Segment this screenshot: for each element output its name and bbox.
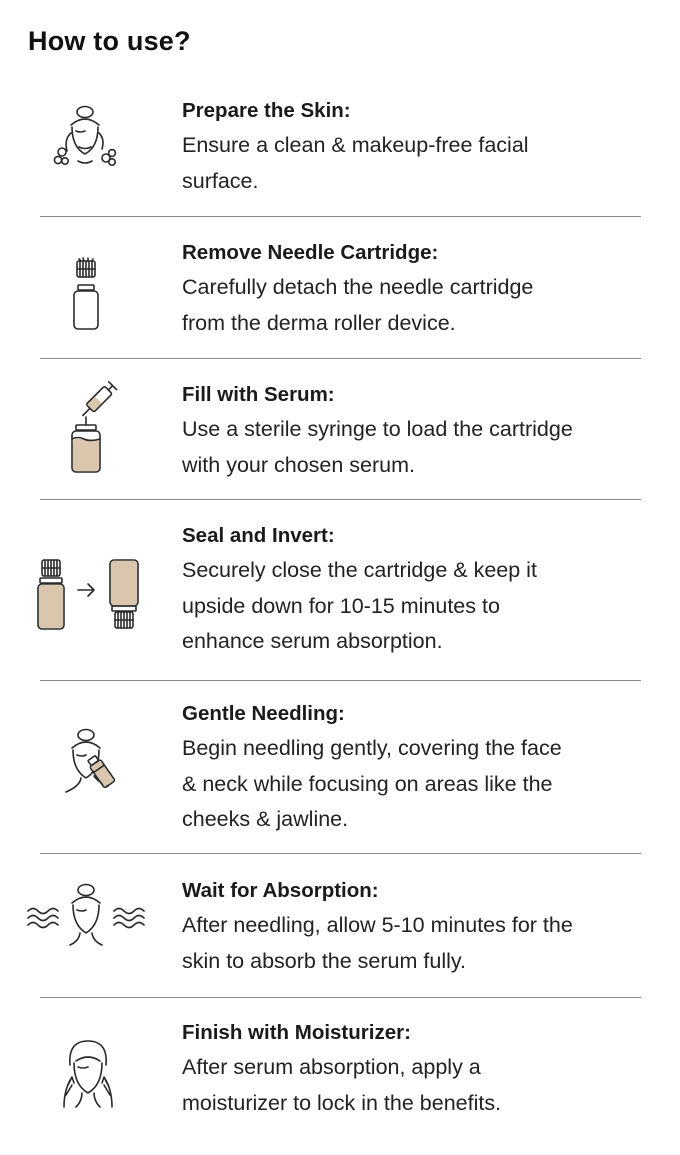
page-title: How to use? xyxy=(28,26,191,56)
step-desc-line: enhance serum absorption. xyxy=(182,629,443,653)
step-desc-line: Use a sterile syringe to load the cartridge xyxy=(182,417,573,441)
face-needling-pen-icon xyxy=(58,728,120,800)
step-desc-line: from the derma roller device. xyxy=(182,310,456,335)
step-title: Fill with Serum: xyxy=(182,383,335,406)
seal-and-invert-cartridge-icon xyxy=(36,558,146,632)
step-text xyxy=(182,377,652,483)
step-desc-line: Securely close the cartridge & keep it xyxy=(182,558,537,582)
step-desc-line: Carefully detach the needle cartridge xyxy=(182,275,534,299)
step-title: Finish with Moisturizer: xyxy=(182,1021,411,1044)
divider xyxy=(40,499,641,500)
step-text xyxy=(182,235,652,341)
step-desc-line: Begin needling gently, covering the face xyxy=(182,736,562,760)
step-desc-line: moisturizer to lock in the benefits. xyxy=(182,1090,502,1115)
step-desc-line: After needling, allow 5-10 minutes for the xyxy=(182,913,573,937)
step-desc-line: & neck while focusing on areas like the xyxy=(182,771,553,796)
divider xyxy=(40,997,641,998)
step-desc-line: with your chosen serum. xyxy=(182,452,416,477)
needle-cartridge-icon xyxy=(68,257,108,333)
step-title: Prepare the Skin: xyxy=(182,99,351,122)
step-text xyxy=(182,873,652,979)
step-title: Remove Needle Cartridge: xyxy=(182,241,439,264)
step-text xyxy=(182,518,652,660)
step-text xyxy=(182,1015,652,1121)
step-desc-line: cheeks & jawline. xyxy=(182,807,349,831)
step-title: Gentle Needling: xyxy=(182,702,345,725)
step-desc-line: After serum absorption, apply a xyxy=(182,1055,481,1079)
step-text xyxy=(182,696,652,838)
step-title: Seal and Invert: xyxy=(182,524,335,547)
divider xyxy=(40,358,641,359)
face-moisturizer-hands-icon xyxy=(58,1037,118,1111)
face-with-soap-bubbles-icon xyxy=(52,103,122,175)
divider xyxy=(40,680,641,681)
divider xyxy=(40,853,641,854)
step-desc-line: upside down for 10-15 minutes to xyxy=(182,593,500,618)
divider xyxy=(40,216,641,217)
step-title: Wait for Absorption: xyxy=(182,879,379,902)
step-desc-line: skin to absorb the serum fully. xyxy=(182,948,467,973)
step-text xyxy=(182,93,652,199)
step-desc-line: Ensure a clean & makeup-free facial xyxy=(182,133,529,157)
syringe-filling-bottle-icon xyxy=(66,387,122,477)
step-desc-line: surface. xyxy=(182,168,259,193)
face-absorption-waves-icon xyxy=(24,881,148,957)
